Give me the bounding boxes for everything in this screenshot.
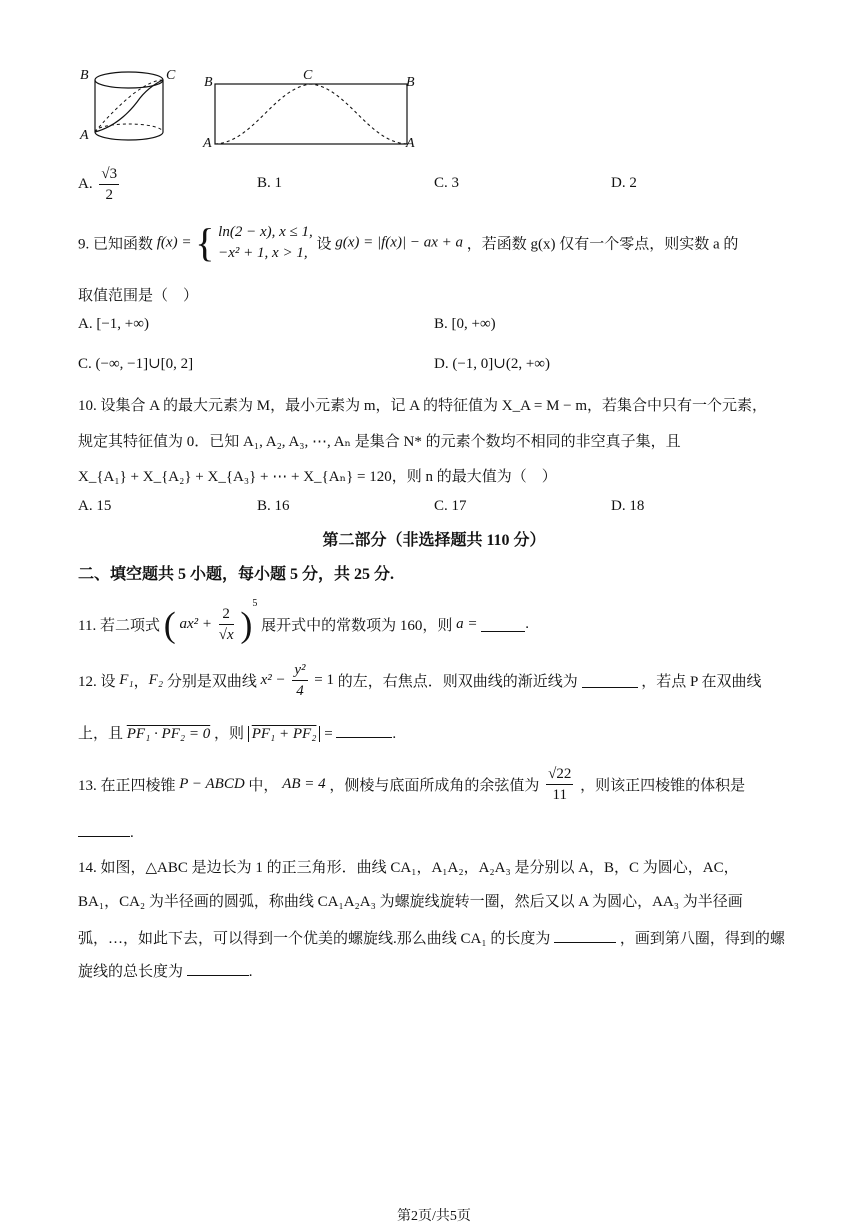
q10-line-2: 规定其特征值为 0．已知 A₁, A₂, A₃, ⋯, Aₙ 是集合 N* 的元素个数均不相同的非空真子集，且 [78,434,681,450]
q13-num: √22 [546,764,573,785]
q14-line-3 [78,927,785,948]
q11-fraction [219,604,234,645]
page-footer: 第2页/共5页 [397,1209,471,1224]
q11-exp: 5 [252,598,258,609]
unrolled-figure [214,80,408,146]
q12-text3: ，若点 P 在双曲线 [641,674,762,690]
q9-tail: ，若函数 g(x) 仅有一个零点，则实数 a 的 [466,236,739,253]
q10-line-3: X_{A₁} + X_{A₂} + X_{A₃} + ⋯ + X_{Aₙ} = 120，则 n 的最大值为（ ） [78,469,557,485]
q11-prefix: 11. 若二项式 [78,618,160,635]
q14-line-4 [78,960,253,981]
q8-option-a-prefix: A. [78,176,93,192]
q12-line-1 [78,660,762,701]
cylinder-drawing [78,66,178,156]
q9-mid: 设 [316,236,332,253]
rect-label-a-left: A [203,136,212,151]
q12-magnitude-blank[interactable] [336,723,392,738]
q11-num: 2 [219,604,234,625]
section-2-title: 二、填空题共 5 小题，每小题 5 分，共 25 分. [78,566,395,583]
q14-arc-length-blank[interactable] [554,928,616,943]
q14-line3-a: 弧，…，如此下去，可以得到一个优美的螺旋线.那么曲线 CA₁ 的长度为 [78,931,551,947]
q12-end: . [392,726,397,742]
cylinder-label-c: C [166,68,176,83]
q13-end: . [130,825,134,841]
q8-option-a-num: √3 [99,164,119,185]
q10-option-d: D. 18 [611,498,645,514]
q13-fraction [546,764,573,805]
q9-piecewise [218,222,313,264]
q11-end: . [525,616,530,633]
q11-ax2: ax² + [179,616,212,633]
q12-num: y² [292,660,307,681]
q9-option-a: A. [−1, +∞) [78,316,149,332]
q13-line-1 [78,764,745,805]
q8-option-c: C. 3 [434,175,460,191]
q12-eq2: = [324,726,333,742]
q12-asymptote-blank[interactable] [582,673,638,688]
cylinder-label-b: B [80,68,89,83]
q12-text2: 的左，右焦点．则双曲线的渐近线为 [337,674,578,690]
q9-brace: { [195,220,215,265]
q12-text4: ，则 [213,726,244,742]
cylinder-figure [78,66,178,156]
unrolled-drawing [214,80,408,146]
q14-line3-b: ，画到第八圈，得到的螺 [619,931,785,947]
q8-option-a-den: 2 [105,187,113,203]
q12-f1: F₁ [119,672,134,688]
q11-mid: 展开式中的常数项为 160，则 [261,618,453,635]
q12-fraction [292,660,307,701]
q13-den: 11 [552,787,567,803]
q12-abs-value: PF₁ + PF₂ [248,726,321,742]
q14-total-length-blank[interactable] [187,961,249,976]
q9-fx: f(x) = [156,234,192,251]
q8-option-d: D. 2 [611,175,637,191]
q12-comma: ， [133,674,149,690]
rect-label-a-right: A [406,136,415,151]
q11-den: √x [218,627,234,644]
q12-eq1: = 1 [314,672,334,688]
q13-prefix: 13. 在正四棱锥 [78,778,176,794]
q12-text1: 分别是双曲线 [166,674,257,690]
q11-lparen: ( [163,604,176,645]
rect-label-c: C [303,68,313,83]
cylinder-label-a: A [80,128,89,143]
q9-prefix: 9. 已知函数 [78,236,154,253]
q13-pabcd: P − ABCD [179,776,245,792]
q9-gx: g(x) = |f(x)| − ax + a [335,234,463,251]
q12-dot-product: PF₁ · PF₂ = 0 [126,726,211,742]
q12-den: 4 [296,683,304,699]
q13-line-2 [78,822,134,842]
rect-label-b-left: B [204,75,213,90]
q9-piece-2: −x² + 1, x > 1, [218,245,308,261]
q11-rparen: ) [240,604,253,645]
q8-option-a-fraction [99,164,119,205]
q10-line-1: 10. 设集合 A 的最大元素为 M，最小元素为 m，记 A 的特征值为 X_A = M − m，若集合中只有一个元素， [78,398,768,414]
q13-text1: 中， [248,778,279,794]
q9-option-d: D. (−1, 0]∪(2, +∞) [434,356,550,372]
q13-text2: ，侧棱与底面所成角的余弦值为 [329,778,540,794]
q13-ab: AB = 4 [282,776,326,792]
q14-line-1: 14. 如图，△ABC 是边长为 1 的正三角形．曲线 CA₁，A₁A₂，A₂A₃ 是分别以 A，B，C 为圆心，AC， [78,860,739,876]
q9-option-c: C. (−∞, −1]∪[0, 2] [78,356,194,372]
q12-f2: F₂ [148,672,164,688]
rect-label-b-right: B [406,75,415,90]
q9-stem [78,222,738,264]
q9-option-b: B. [0, +∞) [434,316,496,332]
q10-option-a: A. 15 [78,498,112,514]
q11-a-eq: a = [456,616,478,633]
q12-x2: x² − [260,672,286,688]
q14-line4-b: . [248,964,253,980]
q13-text3: ，则该正四棱锥的体积是 [580,778,746,794]
q9-piece-1: ln(2 − x), x ≤ 1, [218,224,313,240]
q9-line-2: 取值范围是（ ） [78,288,199,304]
q11-stem [78,598,529,646]
q14-line4-a: 旋线的总长度为 [78,964,184,980]
q12-line-2 [78,722,396,743]
q12-line2-prefix: 上，且 [78,726,124,742]
q10-option-b: B. 16 [257,498,290,514]
q11-answer-blank[interactable] [481,617,525,632]
q13-volume-blank[interactable] [78,822,130,837]
q10-option-c: C. 17 [434,498,467,514]
q8-option-b: B. 1 [257,175,283,191]
q14-line-2: BA₁，CA₂ 为半径画的圆弧，称曲线 CA₁A₂A₃ 为螺旋线旋转一圈，然后又以 A 为圆心，AA₃ 为半径画 [78,894,743,910]
q12-prefix: 12. 设 [78,674,116,690]
part-2-title: 第二部分（非选择题共 110 分） [322,532,546,549]
q8-option-a [78,164,122,205]
